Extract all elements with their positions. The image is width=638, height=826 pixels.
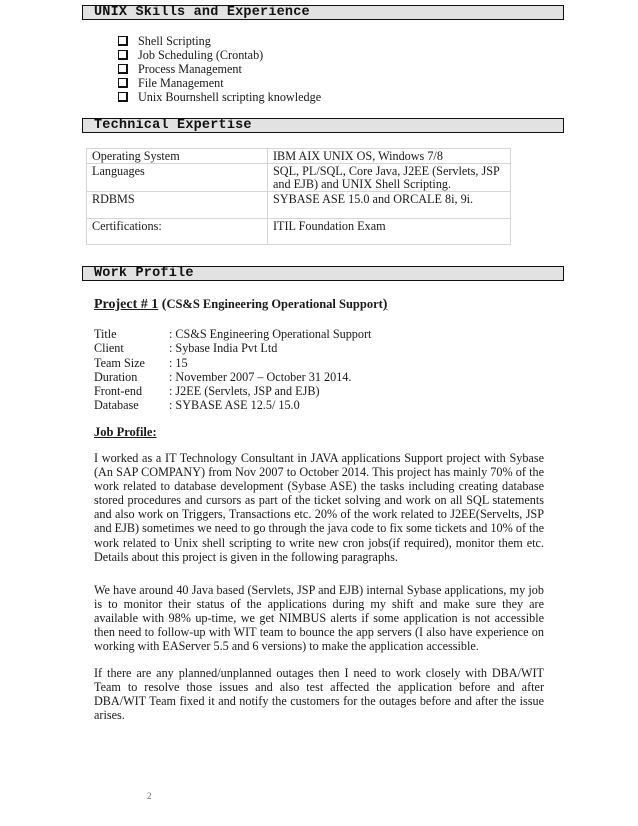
list-item-label: Process Management (138, 62, 242, 76)
job-profile-heading: Job Profile: (94, 425, 157, 439)
list-item (118, 48, 321, 62)
project-paren-close: ) (382, 297, 388, 312)
job-profile-paragraph: We have around 40 Java based (Servlets, JSP and EJB) internal Sybase applications, my job is to monitor their status of the applications during my shift and make sure they are available with 98% up-time, we get NIMBUS alerts if some application is not accessible then need to follow-up with WIT team to bounce the app servers (I also have experience on working with EAServer 5.5 and 6 versions) to make the application accessible. (94, 583, 544, 654)
technical-expertise-table (86, 148, 511, 245)
table-cell-value: ITIL Foundation Exam (268, 219, 511, 245)
detail-label: Client (94, 341, 124, 356)
list-item (118, 76, 321, 90)
table-cell-key: Certifications: (87, 219, 268, 245)
detail-value: : SYBASE ASE 12.5/ 15.0 (169, 398, 300, 413)
detail-row-client (94, 341, 371, 355)
detail-label: Title (94, 327, 117, 341)
list-item (118, 62, 321, 76)
table-cell-key: Languages (87, 164, 268, 192)
job-profile-paragraph: I worked as a IT Technology Consultant in JAVA applications Support project with Sybase (An SAP COMPANY) from Nov 2007 to October 2014. This project has mainly 70% of the work related to database development (Sybase ASE) the tasks including creating database stored procedures and cursors as part of the ticket solving and work on all SQL statements and also work on Triggers, Transactions etc. 20% of the work related to J2EE(Servelts, JSP and EJB) sometimes we need to go through the java code to fix some tickets and 10% of the work related to Unix shell scripting to write new cron jobs(if required), monitor them etc. Details about this project is given in the following paragraphs. (94, 451, 544, 564)
project-number: Project # 1 (94, 297, 159, 312)
list-item-label: Job Scheduling (Crontab) (138, 48, 264, 62)
detail-row-duration (94, 370, 371, 384)
detail-value: : Sybase India Pvt Ltd (169, 341, 278, 356)
detail-label: Front-end (94, 384, 143, 399)
list-item-label: File Management (138, 76, 224, 90)
checkbox-square-icon (118, 50, 128, 60)
section-header-work-profile: Work Profile (82, 266, 564, 281)
list-item-label: Shell Scripting (138, 34, 211, 48)
table-cell-key: Operating System (87, 149, 268, 164)
checkbox-square-icon (118, 92, 128, 102)
job-profile-paragraph: If there are any planned/unplanned outages then I need to work closely with DBA/WIT Team to resolve those issues and also test affected the application before and after DBA/WIT Team fixed it and notify the customers for the outages before and after the issue arises. (94, 666, 544, 723)
detail-value: : CS&S Engineering Operational Support (169, 327, 372, 341)
detail-value: : J2EE (Servlets, JSP and EJB) (169, 384, 320, 399)
checkbox-square-icon (118, 64, 128, 74)
table-cell-value: SYBASE ASE 15.0 and ORCALE 8i, 9i. (268, 192, 511, 219)
unix-skills-list (118, 34, 321, 104)
detail-label: Team Size (94, 355, 145, 370)
detail-value: : November 2007 – October 31 2014. (169, 369, 352, 384)
table-cell-value: SQL, PL/SQL, Core Java, J2EE (Servlets, JSP and EJB) and UNIX Shell Scripting. (268, 164, 511, 192)
table-row (87, 149, 511, 164)
detail-row-team-size (94, 356, 371, 370)
section-header-technical-expertise: Technical Expertise (82, 118, 564, 133)
detail-row-title (94, 327, 371, 341)
list-item-label: Unix Bournshell scripting knowledge (138, 90, 322, 104)
detail-label: Database (94, 398, 139, 413)
detail-label: Duration (94, 369, 138, 384)
table-cell-value: IBM AIX UNIX OS, Windows 7/8 (268, 149, 511, 164)
section-header-unix-skills: UNIX Skills and Experience (82, 5, 564, 20)
table-row (87, 219, 511, 245)
project-heading (94, 297, 387, 313)
project-paren-open: ( (158, 297, 167, 312)
table-row (87, 192, 511, 219)
detail-row-front-end (94, 384, 371, 398)
list-item (118, 34, 321, 48)
page-number: 2 (147, 791, 152, 801)
checkbox-square-icon (118, 78, 128, 88)
table-row (87, 164, 511, 192)
detail-row-database (94, 398, 371, 412)
list-item (118, 90, 321, 104)
detail-value: : 15 (169, 355, 188, 370)
checkbox-square-icon (118, 36, 128, 46)
project-name: CS&S Engineering Operational Support (166, 297, 383, 311)
project-details (94, 327, 371, 413)
table-cell-key: RDBMS (87, 192, 268, 219)
